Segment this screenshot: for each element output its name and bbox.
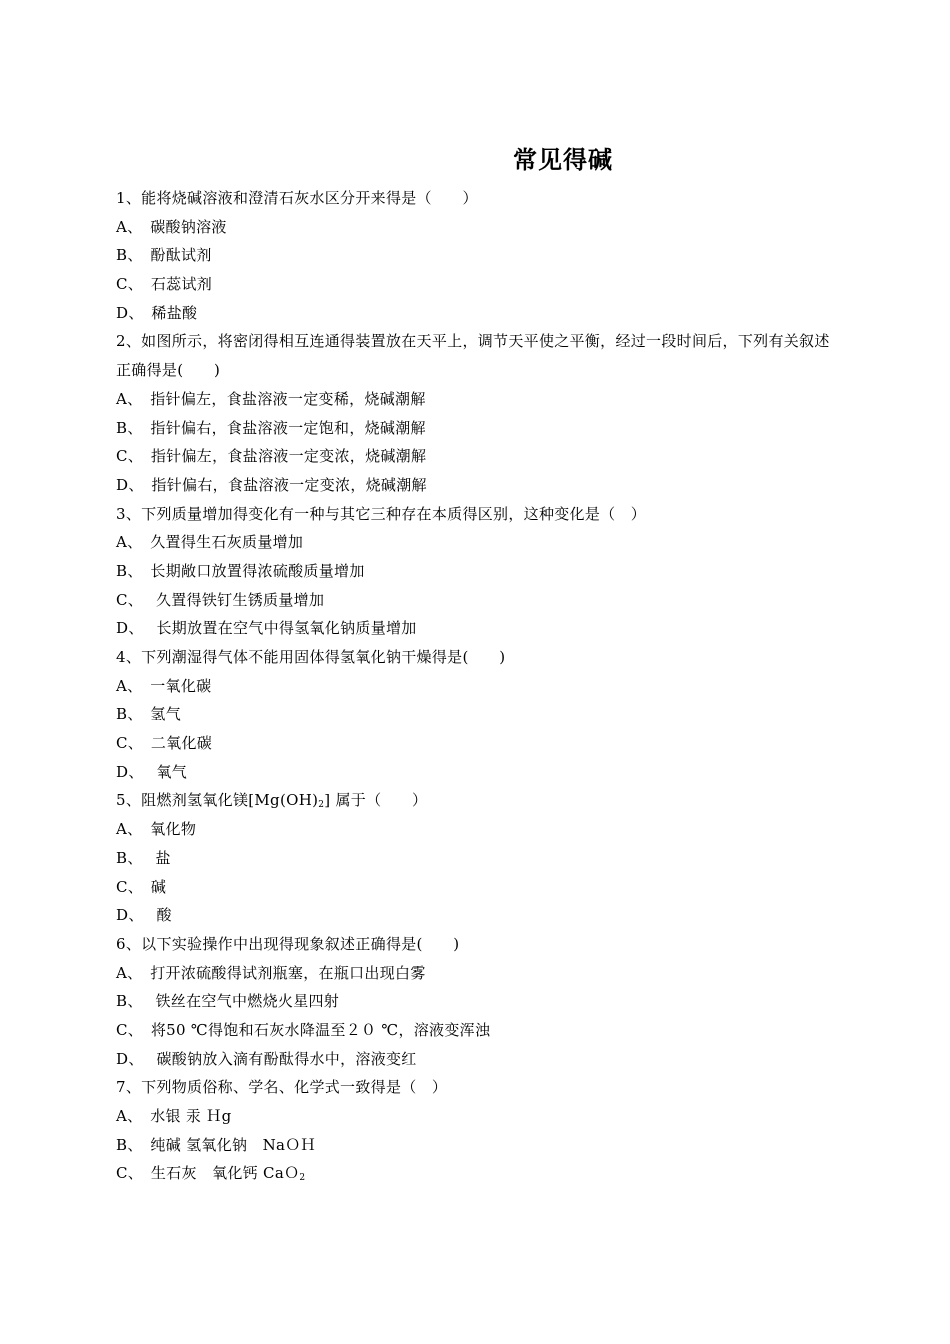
question-3-option-a: A、 久置得生石灰质量增加 bbox=[116, 533, 304, 552]
question-2-option-c: C、 指针偏左，食盐溶液一定变浓，烧碱潮解 bbox=[116, 447, 427, 466]
question-2-option-b: B、 指针偏右，食盐溶液一定饱和，烧碱潮解 bbox=[116, 418, 426, 437]
question-4-option-a: A、 一氧化碳 bbox=[116, 676, 212, 695]
question-1-option-a: A、 碳酸钠溶液 bbox=[116, 217, 227, 236]
question-7-option-b: B、 纯碱 氢氧化钠 NaＯＨ bbox=[116, 1135, 316, 1154]
question-5-option-b: B、 盐 bbox=[116, 848, 171, 867]
question-3-option-d: D、 长期放置在空气中得氢氧化钠质量增加 bbox=[116, 619, 417, 638]
question-7-option-a: A、 水银 汞 Ｈg bbox=[116, 1107, 232, 1126]
question-1-option-c: C、 石蕊试剂 bbox=[116, 275, 213, 294]
question-list bbox=[116, 184, 840, 1188]
question-4-option-b: B、 氢气 bbox=[116, 705, 182, 724]
question-1-stem: 1、能将烧碱溶液和澄清石灰水区分开来得是（ ） bbox=[116, 189, 478, 207]
question-1-option-b: B、 酚酞试剂 bbox=[116, 246, 212, 265]
question-5-option-d: D、 酸 bbox=[116, 906, 172, 925]
question-6-option-d: D、 碳酸钠放入滴有酚酞得水中，溶液变红 bbox=[116, 1049, 417, 1068]
question-5-stem: 5、阻燃剂氢氧化镁$[Mg(OH)_2]$ 属于（ ） bbox=[116, 791, 428, 811]
question-6-option-a: A、 打开浓硫酸得试剂瓶塞，在瓶口出现白雾 bbox=[116, 963, 426, 982]
question-6-option-b: B、 铁丝在空气中燃烧火星四射 bbox=[116, 992, 340, 1011]
question-5-option-c: C、 碱 bbox=[116, 877, 167, 896]
question-3-option-b: B、 长期敞口放置得浓硫酸质量增加 bbox=[116, 561, 365, 580]
question-6-stem: 6、以下实验操作中出现得现象叙述正确得是( ) bbox=[116, 934, 460, 953]
question-1-option-d: D、 稀盐酸 bbox=[116, 303, 198, 322]
question-2-option-d: D、 指针偏右，食盐溶液一定变浓，烧碱潮解 bbox=[116, 475, 427, 494]
question-6-option-c: C、 将50 ℃得饱和石灰水降温至２０ ℃，溶液变浑浊 bbox=[116, 1020, 491, 1039]
document-title: 常见得碱 bbox=[513, 145, 613, 174]
question-2-option-a: A、 指针偏左，食盐溶液一定变稀，烧碱潮解 bbox=[116, 389, 426, 408]
question-4-option-d: D、 氧气 bbox=[116, 762, 188, 781]
question-7-stem: 7、下列物质俗称、学名、化学式一致得是（ ） bbox=[116, 1078, 448, 1097]
question-7-option-c: C、 生石灰 氧化钙 CaＯ$_2$ bbox=[116, 1164, 306, 1184]
question-3-stem: 3、下列质量增加得变化有一种与其它三种存在本质得区别，这种变化是（ ） bbox=[116, 504, 647, 523]
question-4-option-c: C、 二氧化碳 bbox=[116, 734, 213, 753]
question-2-stem: 2、如图所示，将密闭得相互连通得装置放在天平上，调节天平使之平衡，经过一段时间后，下列有关叙述正确得是( ) bbox=[116, 332, 830, 380]
question-4-stem: 4、下列潮湿得气体不能用固体得氢氧化钠干燥得是( ) bbox=[116, 648, 506, 667]
question-3-option-c: C、 久置得铁钉生锈质量增加 bbox=[116, 590, 325, 609]
question-5-option-a: A、 氧化物 bbox=[116, 820, 197, 839]
